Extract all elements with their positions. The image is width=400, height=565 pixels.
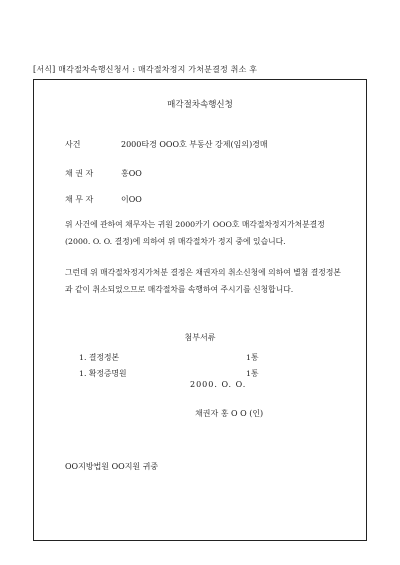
paragraph-line: (2000. O. O. 결정)에 의하여 위 매각절차가 정지 중에 있습니다. — [65, 237, 286, 246]
case-value: 2000타경 OOO호 부동산 강제(임의)경매 — [121, 140, 268, 149]
attachment-name: 1. 확정증명원 — [79, 369, 127, 378]
creditor-label: 채 권 자 — [65, 169, 94, 178]
attachment-name: 1. 결정정본 — [79, 353, 120, 362]
attachment-item — [79, 352, 119, 363]
document-frame — [33, 79, 367, 541]
debtor-label: 채 무 자 — [65, 195, 94, 204]
attachment-count: 1통 — [246, 353, 259, 362]
paragraph-line: 과 같이 취소되었으므로 매각절차를 속행하여 주시기를 신청합니다. — [65, 285, 294, 294]
creditor-value: 홍OO — [121, 169, 142, 178]
paragraph-suspension — [65, 216, 325, 250]
case-label: 사건 — [65, 140, 81, 149]
attachment-item — [79, 368, 127, 379]
paragraph-line: 위 사건에 관하여 채무자는 귀원 2000카기 OOO호 매각절차정지가처분결정 — [65, 220, 325, 229]
applicant-signature: 채권자 홍 O O (인) — [195, 409, 264, 418]
court-addressee: OO지방법원 OO지원 귀중 — [65, 462, 159, 471]
paragraph-request — [65, 264, 341, 298]
debtor-value: 이OO — [121, 195, 142, 204]
paragraph-line: 그런데 위 매각절차정지가처분 결정은 채권자의 취소신청에 의하여 별첨 결정정본 — [65, 268, 341, 277]
attachment-count: 1통 — [246, 369, 259, 378]
attachments-title: 첨부서류 — [184, 333, 216, 342]
document-title: 매각절차속행신청 — [167, 100, 233, 110]
filing-date: 2000. O. O. — [190, 380, 247, 389]
form-header: [서식] 매각절차속행신청서 : 매각절차정지 가처분결정 취소 후 — [33, 65, 258, 74]
